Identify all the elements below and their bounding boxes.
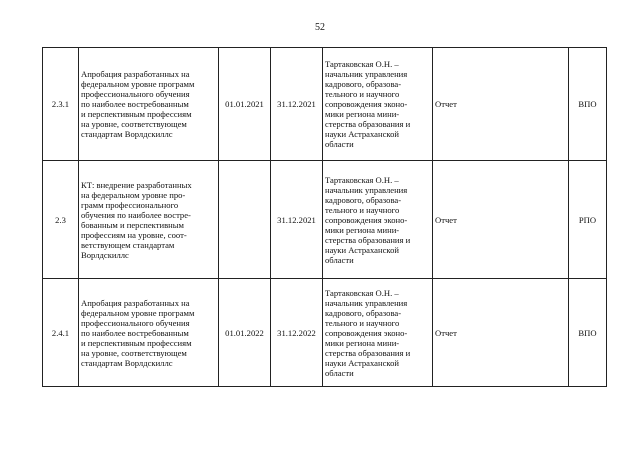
responsible-person bbox=[323, 161, 433, 279]
description-line: на уровне, соответствующем bbox=[81, 347, 187, 358]
description-line: федеральном уровне программ bbox=[81, 79, 195, 89]
description-line: стандартам Ворлдскиллс bbox=[81, 357, 173, 368]
plan-table bbox=[42, 47, 607, 387]
description-line: профессиям на уровне, соот- bbox=[81, 229, 187, 240]
description-line: профессионального обучения bbox=[81, 89, 190, 99]
responsible-line: стерства образования и bbox=[325, 347, 411, 358]
responsible-line: сопровождения эконо- bbox=[325, 99, 408, 109]
description-line: грамм профессионального bbox=[81, 199, 179, 210]
responsible-person bbox=[323, 279, 433, 387]
responsible-line: мики региона мини- bbox=[325, 337, 400, 348]
responsible-line: науки Астраханской bbox=[325, 129, 400, 139]
responsible-line: науки Астраханской bbox=[325, 357, 400, 368]
responsible-line: тельного и научного bbox=[325, 89, 400, 99]
responsible-line: сопровождения эконо- bbox=[325, 327, 408, 338]
level-code: ВПО bbox=[569, 279, 607, 387]
description-line: КТ: внедрение разработанных bbox=[81, 179, 192, 190]
description-line: на федеральном уровне про- bbox=[81, 189, 186, 200]
level-code: ВПО bbox=[569, 48, 607, 161]
description-line: Ворлдскиллс bbox=[81, 249, 129, 260]
description-line: бованным и перспективным bbox=[81, 219, 184, 230]
row-number: 2.3 bbox=[43, 161, 79, 279]
start-date: 01.01.2022 bbox=[219, 279, 271, 387]
responsible-line: сопровождения эконо- bbox=[325, 214, 408, 225]
result-type: Отчет bbox=[433, 161, 569, 279]
level-code: РПО bbox=[569, 161, 607, 279]
responsible-line: мики региона мини- bbox=[325, 109, 400, 119]
responsible-line: начальник управления bbox=[325, 184, 408, 195]
responsible-line: области bbox=[325, 139, 354, 149]
result-type: Отчет bbox=[433, 48, 569, 161]
description-line: ветствующем стандартам bbox=[81, 239, 175, 250]
description-line: федеральном уровне программ bbox=[81, 307, 195, 318]
responsible-line: кадрового, образова- bbox=[325, 307, 402, 318]
result-type: Отчет bbox=[433, 279, 569, 387]
description-line: Апробация разработанных на bbox=[81, 69, 190, 79]
row-description bbox=[79, 279, 219, 387]
description-line: обучения по наиболее востре- bbox=[81, 209, 191, 220]
page-number: 52 bbox=[315, 22, 325, 33]
table-row bbox=[43, 279, 607, 387]
responsible-line: области bbox=[325, 254, 354, 265]
description-line: профессионального обучения bbox=[81, 317, 190, 328]
responsible-line: стерства образования и bbox=[325, 234, 411, 245]
responsible-line: науки Астраханской bbox=[325, 244, 400, 255]
end-date: 31.12.2021 bbox=[271, 48, 323, 161]
description-line: и перспективным профессиям bbox=[81, 337, 192, 348]
end-date: 31.12.2021 bbox=[271, 161, 323, 279]
responsible-line: стерства образования и bbox=[325, 119, 411, 129]
row-description bbox=[79, 161, 219, 279]
responsible-line: области bbox=[325, 367, 354, 378]
responsible-line: кадрового, образова- bbox=[325, 194, 402, 205]
responsible-person bbox=[323, 48, 433, 161]
responsible-line: Тартаковская О.Н. – bbox=[325, 59, 399, 69]
table-row bbox=[43, 48, 607, 161]
table-row bbox=[43, 161, 607, 279]
description-line: и перспективным профессиям bbox=[81, 109, 192, 119]
responsible-line: начальник управления bbox=[325, 69, 408, 79]
start-date bbox=[219, 161, 271, 279]
description-line: Апробация разработанных на bbox=[81, 297, 190, 308]
row-description bbox=[79, 48, 219, 161]
responsible-line: тельного и научного bbox=[325, 204, 400, 215]
description-line: по наиболее востребованным bbox=[81, 99, 189, 109]
description-line: на уровне, соответствующем bbox=[81, 119, 187, 129]
responsible-line: тельного и научного bbox=[325, 317, 400, 328]
responsible-line: кадрового, образова- bbox=[325, 79, 402, 89]
description-line: стандартам Ворлдскиллс bbox=[81, 129, 173, 139]
responsible-line: мики региона мини- bbox=[325, 224, 400, 235]
row-number: 2.4.1 bbox=[43, 279, 79, 387]
responsible-line: Тартаковская О.Н. – bbox=[325, 287, 399, 298]
row-number: 2.3.1 bbox=[43, 48, 79, 161]
responsible-line: Тартаковская О.Н. – bbox=[325, 174, 399, 185]
end-date: 31.12.2022 bbox=[271, 279, 323, 387]
description-line: по наиболее востребованным bbox=[81, 327, 189, 338]
responsible-line: начальник управления bbox=[325, 297, 408, 308]
start-date: 01.01.2021 bbox=[219, 48, 271, 161]
